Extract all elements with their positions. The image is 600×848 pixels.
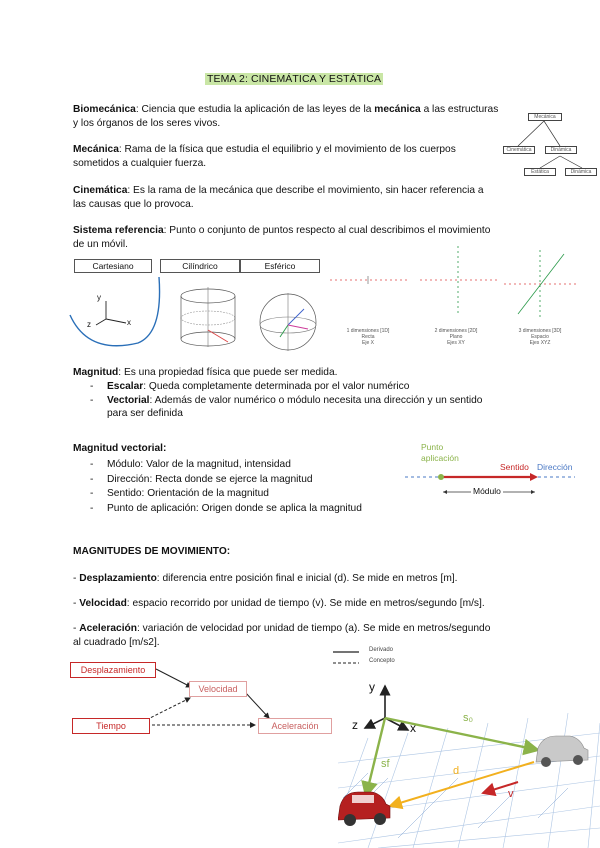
axis-z-label: z (87, 320, 91, 329)
term-mecanica: Mecánica (73, 144, 119, 155)
mecanica-tree-diagram (500, 108, 595, 178)
punto-label-l1: Punto (421, 442, 444, 452)
coordinate-systems-drawing (68, 257, 323, 357)
tree-right: Dinámica (545, 146, 577, 154)
def-text: : variación de velocidad por unidad de tiempo (a). Se mide en metros/segundo (137, 623, 491, 634)
dim-2d-type: Plano (449, 334, 463, 340)
list-item: - Módulo: Valor de la magnitud, intensidad (107, 458, 407, 473)
def-text: : espacio recorrido por unidad de tiempo (v). Se mide en metros/segundo [m/s]. (126, 598, 485, 609)
motion-scene (338, 678, 600, 848)
vector-d-label: d (453, 765, 460, 777)
dim-2d-axes: Ejes XY (447, 340, 465, 346)
tree-left: Cinemática (503, 146, 535, 154)
dim-1d-name: 1 dimensiones [1D] (346, 328, 390, 334)
dim-3d-type: Espacio (531, 334, 549, 340)
dim-1d-type: Recta (361, 334, 375, 340)
modulo-label: Módulo (473, 486, 501, 496)
list-item: - Sentido: Orientación de la magnitud (107, 487, 407, 502)
def-text: : Rama de la física que estudia el equilibrio y el movimiento de los cuerpos (118, 144, 456, 155)
legend-solid-label: Derivado (369, 647, 394, 653)
def-text: sometidos a cualquier fuerza. (73, 157, 207, 169)
def-desplazamiento: - Desplazamiento: diferencia entre posición final e inicial (d). Se mide en metros [m]. (73, 573, 458, 584)
def-text: para ser definida (107, 408, 183, 419)
dim-1d-label (328, 328, 408, 346)
def-mecanica (73, 143, 513, 170)
tree-sub-estatica: Estática (524, 168, 556, 176)
def-text: : Es una propiedad física que puede ser medida. (118, 367, 338, 378)
magnitud-types-list (107, 380, 527, 421)
scene-axis-y: y (369, 680, 375, 694)
vector-sf-label: sf (381, 758, 390, 770)
tree-sub-dinamica: Dinámica (565, 168, 597, 176)
def-text: : Es la rama de la mecánica que describe el movimiento, sin hacer referencia a (127, 185, 484, 196)
legend-dashed-label: Concepto (369, 658, 395, 664)
scene-axis-z: z (352, 718, 358, 732)
dimensions-figure (328, 244, 580, 359)
flow-aceleracion: Aceleración (258, 718, 332, 734)
term-velocidad: Velocidad (79, 598, 127, 609)
term-mecanica-inline: mecánica (374, 104, 421, 115)
flow-velocidad: Velocidad (189, 681, 247, 697)
def-text: a las estructuras (420, 104, 499, 115)
vector-v-label: v (508, 788, 514, 800)
def-aceleracion: - Aceleración: variación de velocidad por unidad de tiempo (a). Se mide en metros/segundo al cuadrado [m/s2]. (73, 623, 491, 648)
punto-label-l2: aplicación (421, 453, 459, 463)
scene-axis-x: x (410, 721, 416, 735)
def-cinematica (73, 184, 533, 211)
term-cinematica: Cinemática (73, 185, 128, 196)
sentido-label: Sentido (500, 462, 529, 472)
tree-root: Mecánica (528, 113, 562, 121)
tab-cartesiano: Cartesiano (74, 259, 152, 273)
mag-vectorial-list (107, 458, 407, 516)
dim-2d-name: 2 dimensiones [2D] (434, 328, 478, 334)
dim-3d-name: 3 dimensiones [3D] (518, 328, 562, 334)
flow-tiempo: Tiempo (72, 718, 150, 734)
def-text: las causas que lo provoca. (73, 198, 194, 210)
direccion-label: Dirección (537, 462, 573, 472)
def-text: de un móvil. (73, 238, 128, 250)
def-text: : Punto o conjunto de puntos respecto al cual describimos el movimiento (163, 225, 491, 236)
def-text: y los órganos de los seres vivos. (73, 117, 221, 129)
dim-1d-axes: Eje X (362, 340, 374, 346)
dim-3d-axes: Ejes XYZ (529, 340, 551, 346)
def-magnitud (73, 366, 533, 380)
term-escalar: Escalar (107, 381, 144, 392)
def-velocidad: - Velocidad: espacio recorrido por unidad de tiempo (v). Se mide en metros/segundo [m/s]. (73, 598, 485, 609)
def-text: : Queda completamente determinada por el valor numérico (143, 381, 410, 392)
def-biomecanica (73, 103, 533, 130)
list-item: - Punto de aplicación: Origen donde se aplica la magnitud (107, 502, 407, 517)
coordinate-systems-figure (68, 257, 323, 357)
def-text: : Además de valor numérico o módulo necesita una dirección y un sentido (149, 394, 483, 406)
term-sistema-referencia: Sistema referencia (73, 225, 164, 236)
dim-3d-label (500, 328, 580, 346)
flow-diagram (70, 660, 340, 745)
term-aceleracion: Aceleración (79, 623, 137, 634)
axis-y-label: y (97, 293, 101, 302)
dim-2d-label (416, 328, 496, 346)
flow-legend (333, 647, 433, 669)
list-item (107, 380, 527, 394)
term-desplazamiento: Desplazamiento (79, 573, 157, 584)
list-item: - Dirección: Recta donde se ejerce la magnitud (107, 473, 407, 488)
def-text: : diferencia entre posición final e inicial (d). Se mide en metros [m]. (156, 573, 458, 584)
list-item (107, 394, 527, 421)
flow-desplazamiento: Desplazamiento (70, 662, 156, 678)
tab-cilindrico: Cilíndrico (160, 259, 240, 273)
vector-s0-label: s₀ (463, 712, 474, 724)
term-magnitud: Magnitud (73, 367, 119, 378)
term-biomecanica: Biomecánica (73, 104, 136, 115)
def-text: al cuadrado [m/s2]. (73, 636, 160, 648)
tab-esferico: Esférico (240, 259, 320, 273)
mov-title: MAGNITUDES DE MOVIMIENTO: (73, 546, 231, 557)
punto-aplicacion-label (421, 442, 459, 464)
axis-x-label: x (127, 318, 131, 327)
page-title: TEMA 2: CINEMÁTICA Y ESTÁTICA (207, 73, 382, 85)
mag-vectorial-title: Magnitud vectorial: (73, 443, 167, 454)
term-vectorial: Vectorial (107, 394, 150, 406)
dimensions-drawing (328, 244, 580, 329)
def-text: : Ciencia que estudia la aplicación de las leyes de la (135, 104, 375, 115)
vector-diagram (405, 442, 580, 502)
